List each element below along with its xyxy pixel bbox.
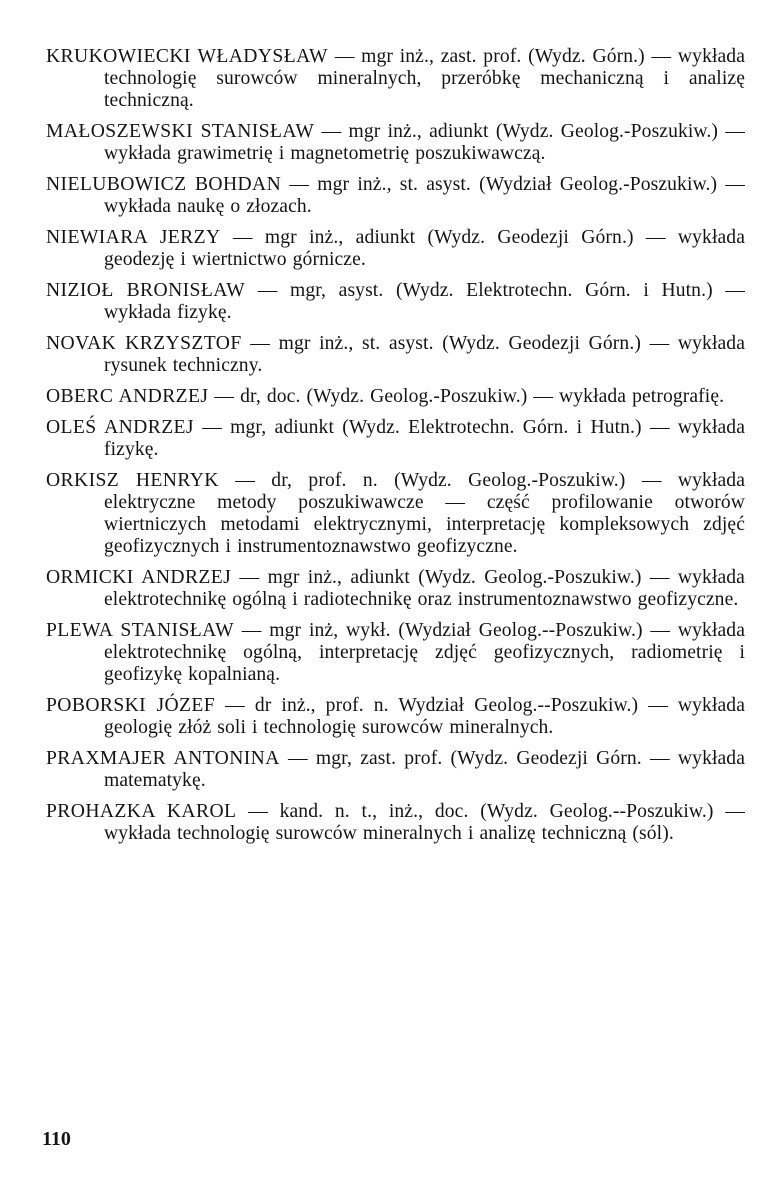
person-name: OLEŚ ANDRZEJ [46,417,194,438]
directory-page [46,46,745,854]
person-name: ORKISZ HENRYK [46,470,219,491]
entry-description: — mgr inż., st. asyst. (Wydział Geolog.-Poszukiw.) — wykłada naukę o złozach. [104,174,745,217]
entry-description: — mgr inż., zast. prof. (Wydz. Górn.) — wykłada technologię surowców mineralnych, przeróbkę mechaniczną i analizę techniczną. [104,46,746,111]
person-name: PLEWA STANISŁAW [46,620,234,641]
person-name: PROHAZKA KAROL [46,801,237,822]
directory-entry [46,695,745,739]
entry-description: — mgr inż., adiunkt (Wydz. Geodezji Górn.) — wykłada geodezję i wiertnictwo górnicze. [104,227,745,270]
entry-description: — mgr inż., adiunkt (Wydz. Geolog.-Poszukiw.) — wykłada elektrotechnikę ogólną i radiotechnikę oraz instrumentoznawstwo geofizyczne. [104,567,745,610]
directory-entry [46,280,745,324]
person-name: ORMICKI ANDRZEJ [46,567,232,588]
entry-description: — dr, prof. n. (Wydz. Geolog.-Poszukiw.) — wykłada elektryczne metody poszukiwawcze — część profilowanie otworów wiertniczych metodami elektrycznymi, interpretację kompleksowych zdjęć geofizycznych i instrumentoznawstwo geofizyczne. [104,470,745,557]
person-name: KRUKOWIECKI WŁADYSŁAW [46,46,328,67]
person-name: NIZIOŁ BRONISŁAW [46,280,246,301]
directory-entry [46,121,745,165]
person-name: NIEWIARA JERZY [46,227,221,248]
page-number: 110 [42,1128,71,1150]
directory-entry [46,567,745,611]
person-name: POBORSKI JÓZEF [46,695,216,716]
directory-entry [46,417,745,461]
entry-description: — mgr inż., adiunkt (Wydz. Geolog.-Poszukiw.) — wykłada grawimetrię i magnetometrię poszukiwawczą. [104,121,745,164]
directory-entry [46,620,745,686]
person-name: MAŁOSZEWSKI STANISŁAW [46,121,315,142]
entry-description: — mgr, adiunkt (Wydz. Elektrotechn. Górn. i Hutn.) — wykłada fizykę. [104,417,745,460]
entry-description: — mgr inż., st. asyst. (Wydz. Geodezji Górn.) — wykłada rysunek techniczny. [104,333,745,376]
entry-description: — dr, doc. (Wydz. Geolog.-Poszukiw.) — wykłada petrografię. [208,386,725,407]
entry-description: — mgr, asyst. (Wydz. Elektrotechn. Górn. i Hutn.) — wykłada fizykę. [104,280,745,323]
directory-entry [46,386,745,408]
person-name: NIELUBOWICZ BOHDAN [46,174,282,195]
entry-description: — mgr inż, wykł. (Wydział Geolog.--Poszukiw.) — wykłada elektrotechnikę ogólną, interpretację zdjęć geofizycznych, radiometrię i geofizykę kopalnianą. [104,620,745,685]
directory-entry [46,748,745,792]
entry-description: — mgr, zast. prof. (Wydz. Geodezji Górn. — wykłada matematykę. [104,748,745,791]
person-name: OBERC ANDRZEJ [46,386,209,407]
directory-entry [46,174,745,218]
directory-entry [46,801,745,845]
entry-description: — kand. n. t., inż., doc. (Wydz. Geolog.--Poszukiw.) — wykłada technologię surowców mineralnych i analizę techniczną (sól). [104,801,745,844]
directory-entry [46,46,745,112]
person-name: PRAXMAJER ANTONINA [46,748,280,769]
directory-entry [46,227,745,271]
directory-entry [46,333,745,377]
entry-description: — dr inż., prof. n. Wydział Geolog.--Poszukiw.) — wykłada geologię złóż soli i technologię surowców mineralnych. [104,695,745,738]
person-name: NOVAK KRZYSZTOF [46,333,242,354]
directory-entry [46,470,745,558]
